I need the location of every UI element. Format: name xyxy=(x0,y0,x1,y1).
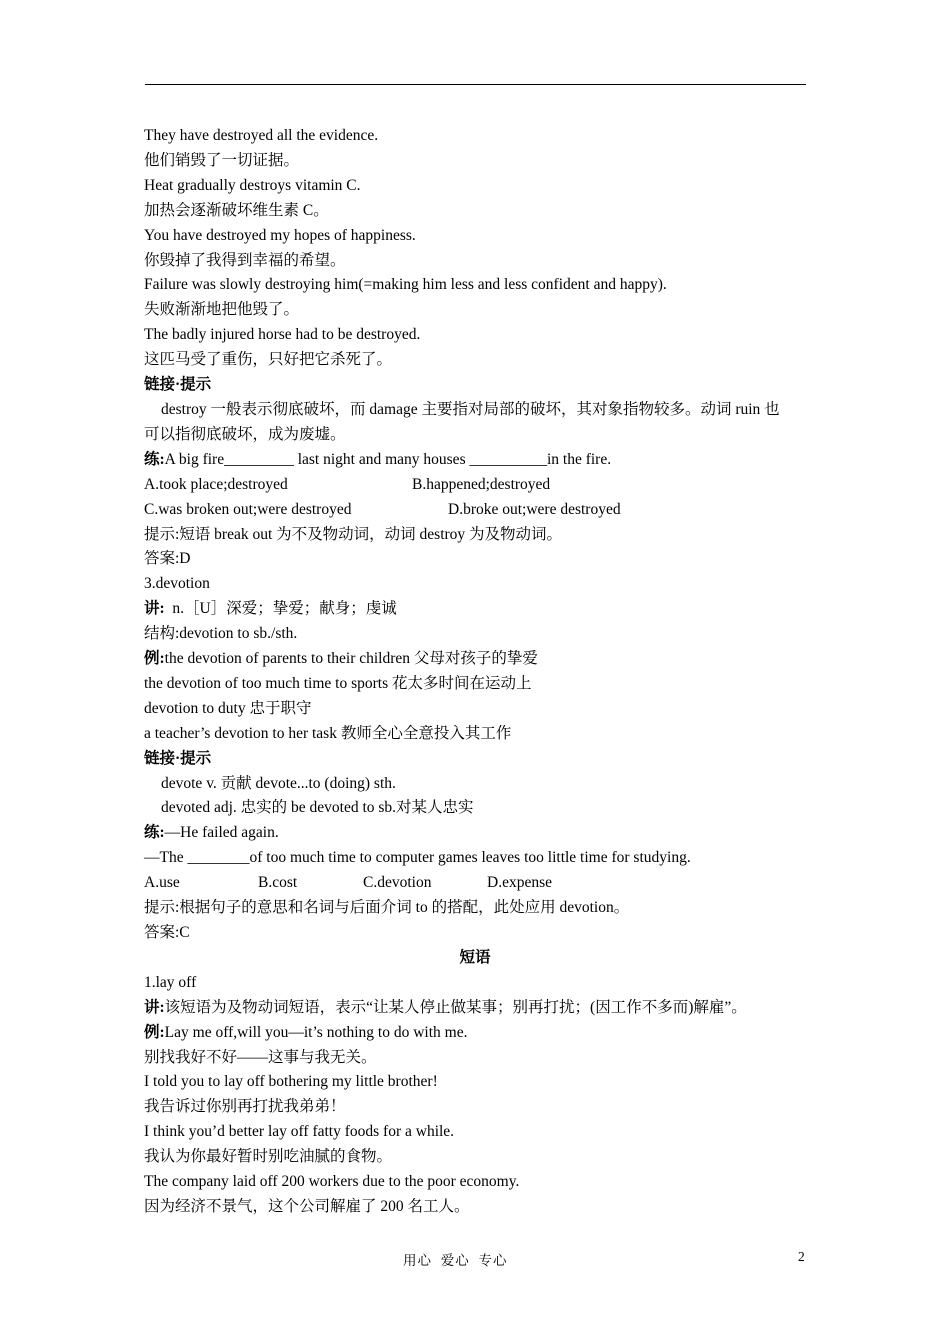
exercise-question xyxy=(144,448,824,473)
option-a: A.use xyxy=(144,874,180,892)
page-number: 2 xyxy=(798,1249,805,1264)
tip-line: devoted adj. 忠实的 be devoted to sb.对某人忠实 xyxy=(161,799,474,817)
example-translation: 他们销毁了一切证据。 xyxy=(144,151,300,169)
vocab-heading: 3.devotion xyxy=(144,575,210,593)
example-translation: 因为经济不景气，这个公司解雇了 200 名工人。 xyxy=(144,1197,470,1215)
option-d: D.expense xyxy=(487,874,552,892)
exercise-text: —He failed again. xyxy=(164,824,279,842)
example-translation: 我告诉过你别再打扰我弟弟！ xyxy=(144,1098,346,1116)
example-line: the devotion of too much time to sports 花太多时间在运动上 xyxy=(144,674,532,692)
section-heading: 短语 xyxy=(459,948,491,966)
exercise-label: 练: xyxy=(144,450,165,468)
option-c: C.devotion xyxy=(363,874,432,892)
example-translation: 别找我好不好——这事与我无关。 xyxy=(144,1048,377,1066)
answer-text: 答案:D xyxy=(144,550,191,568)
exercise-options-row xyxy=(144,871,824,896)
example-translation: 我认为你最好暂时别吃油腻的食物。 xyxy=(144,1148,393,1166)
option-a: A.took place;destroyed xyxy=(144,475,288,493)
example-line: devotion to duty 忠于职守 xyxy=(144,699,312,717)
exercise-question-continued: —The ________of too much time to computer games leaves too little time for studying. xyxy=(144,849,691,867)
exercise-question xyxy=(144,821,824,846)
phrase-heading: 1.lay off xyxy=(144,973,197,991)
option-b: B.cost xyxy=(258,874,298,892)
example-translation: 失败渐渐地把他毁了。 xyxy=(144,301,300,319)
link-tip-heading: 链接·提示 xyxy=(144,749,212,767)
hint-text: 提示:短语 break out 为不及物动词，动词 destroy 为及物动词。 xyxy=(144,525,563,543)
tip-paragraph: destroy 一般表示彻底破坏，而 damage 主要指对局部的破坏，其对象指物较多。动词 ruin 也 xyxy=(161,400,780,418)
structure-line: 结构:devotion to sb./sth. xyxy=(144,625,298,643)
option-b: B.happened;destroyed xyxy=(412,475,551,493)
exercise-options-row xyxy=(144,473,824,498)
example-sentence: Failure was slowly destroying him(=making him less and less confident and happy). xyxy=(144,276,667,294)
link-tip-heading: 链接·提示 xyxy=(144,376,212,394)
example-text: Lay me off,will you—it’s nothing to do with me. xyxy=(164,1023,468,1041)
explanation-text: 该短语为及物动词短语，表示“让某人停止做某事；别再打扰；(因工作不多而)解雇”。 xyxy=(164,998,747,1016)
option-c: C.was broken out;were destroyed xyxy=(144,500,352,518)
example-line xyxy=(144,1021,824,1046)
explanation-label: 讲: xyxy=(144,998,165,1016)
example-text: the devotion of parents to their children 父母对孩子的挚爱 xyxy=(164,650,538,668)
example-sentence: You have destroyed my hopes of happiness. xyxy=(144,226,416,244)
exercise-text: A big fire_________ last night and many houses __________in the fire. xyxy=(164,450,612,468)
example-line: a teacher’s devotion to her task 教师全心全意投入其工作 xyxy=(144,724,512,742)
example-label: 例: xyxy=(144,1023,165,1041)
example-line xyxy=(144,647,824,672)
example-translation: 加热会逐渐破坏维生素 C。 xyxy=(144,201,329,219)
explanation-text: n.［U］深爱；挚爱；献身；虔诚 xyxy=(164,600,397,618)
document-body xyxy=(144,124,824,1220)
example-sentence: Heat gradually destroys vitamin C. xyxy=(144,176,361,194)
option-d: D.broke out;were destroyed xyxy=(448,500,621,518)
example-translation: 这匹马受了重伤，只好把它杀死了。 xyxy=(144,351,393,369)
example-sentence: I think you’d better lay off fatty foods for a while. xyxy=(144,1123,455,1141)
hint-text: 提示:根据句子的意思和名词与后面介词 to 的搭配，此处应用 devotion。 xyxy=(144,899,630,917)
exercise-options-row xyxy=(144,498,824,523)
example-sentence: They have destroyed all the evidence. xyxy=(144,127,379,144)
example-label: 例: xyxy=(144,650,165,668)
header-rule xyxy=(145,84,806,85)
explanation-label: 讲: xyxy=(144,600,165,618)
example-translation: 你毁掉了我得到幸福的希望。 xyxy=(144,251,346,269)
answer-text: 答案:C xyxy=(144,924,190,941)
tip-line: devote v. 贡献 devote...to (doing) sth. xyxy=(161,774,396,792)
example-sentence: The badly injured horse had to be destroyed. xyxy=(144,326,421,344)
footer-text: 用心 爱心 专心 xyxy=(403,1253,508,1268)
explanation-line xyxy=(144,597,824,622)
example-sentence: The company laid off 200 workers due to the poor economy. xyxy=(144,1173,520,1191)
explanation-line xyxy=(144,996,824,1021)
example-sentence: I told you to lay off bothering my little brother! xyxy=(144,1073,438,1091)
exercise-label: 练: xyxy=(144,824,165,842)
tip-paragraph-continued: 可以指彻底破坏，成为废墟。 xyxy=(144,425,346,443)
